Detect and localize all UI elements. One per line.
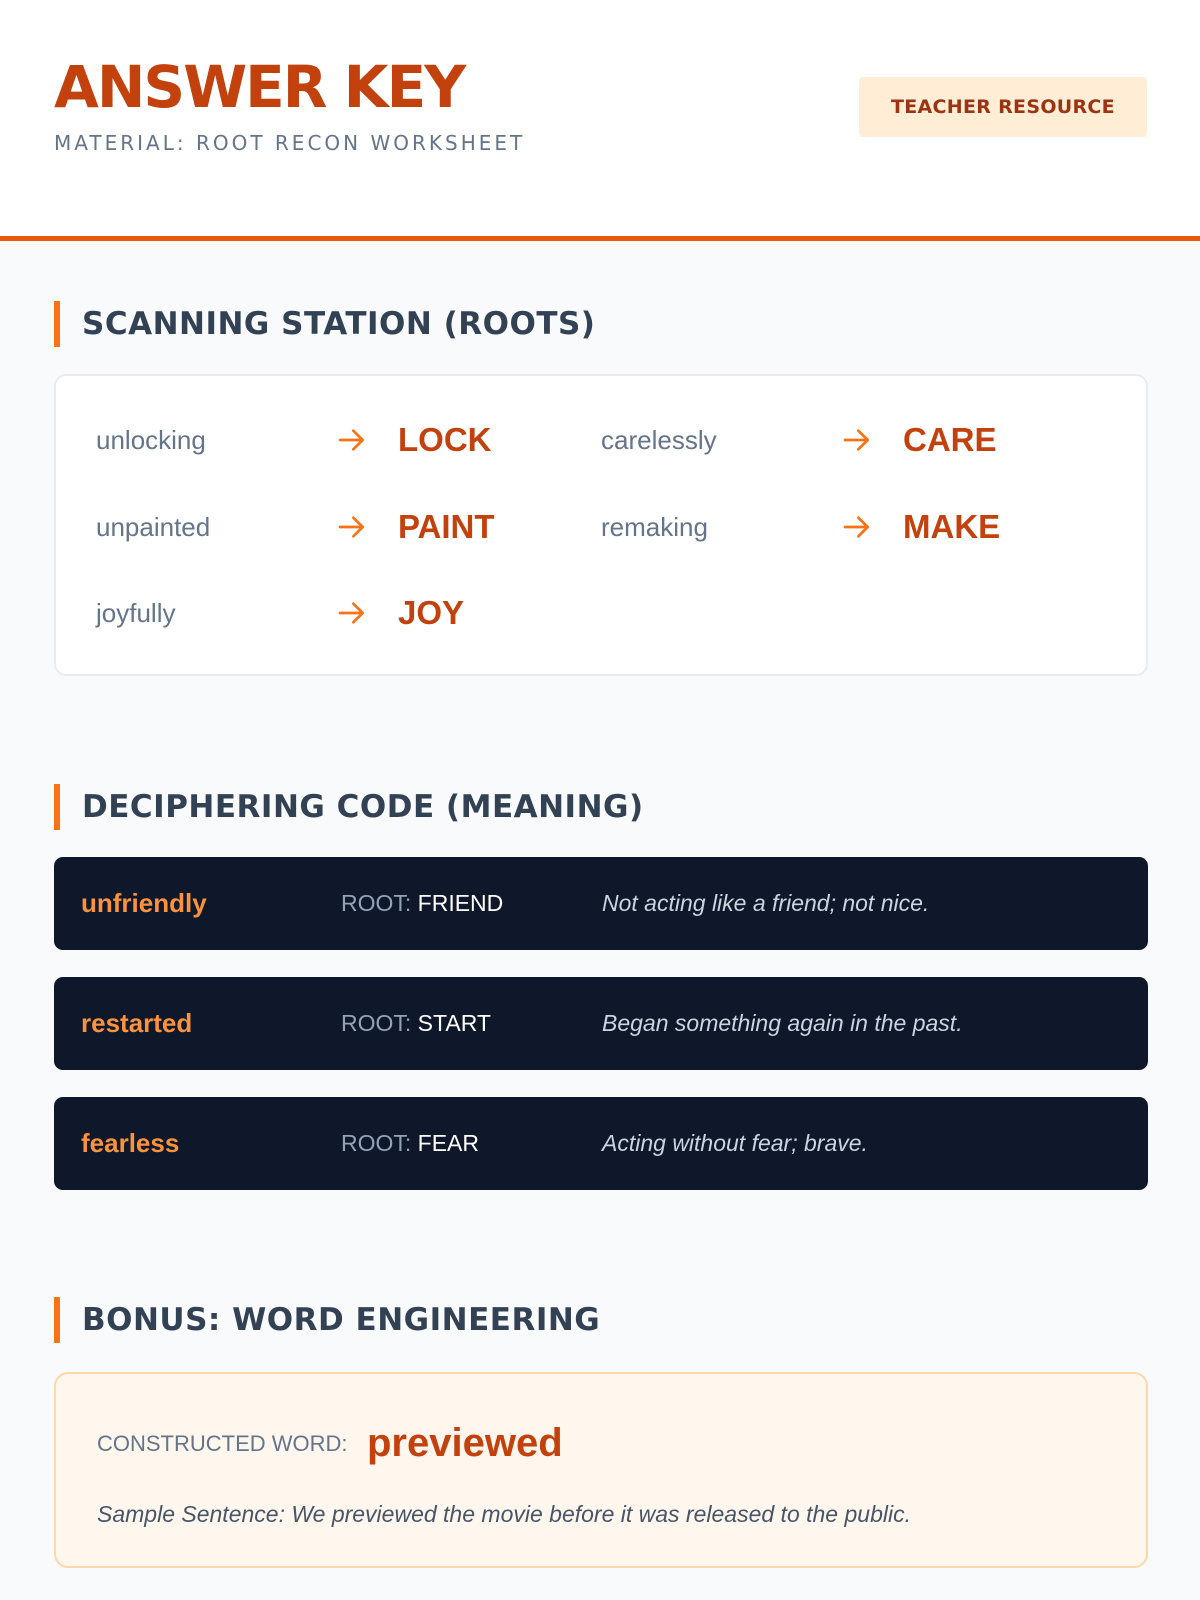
sample-sentence: Sample Sentence: We previewed the movie before it was released to the public. [97, 1500, 911, 1527]
arrow-right-icon [336, 511, 368, 543]
meaning-section-heading: DECIPHERING CODE (MEANING) [54, 784, 644, 830]
meaning-root [341, 857, 503, 950]
meaning-row [54, 1097, 1148, 1190]
root-source-word: carelessly [601, 424, 717, 455]
meaning-definition: Acting without fear; brave. [602, 1130, 868, 1156]
arrow-right-icon [336, 597, 368, 629]
root-value: FRIEND [417, 890, 504, 916]
arrow-right-icon [336, 424, 368, 456]
root-answer: JOY [398, 594, 465, 631]
page-header [0, 0, 1200, 241]
root-value: FEAR [417, 1130, 480, 1156]
root-label: ROOT: [341, 890, 412, 916]
page-title: ANSWER KEY [54, 53, 465, 121]
arrow-right-icon [841, 511, 873, 543]
meaning-row [54, 977, 1148, 1070]
root-source-word: unlocking [96, 424, 206, 455]
root-item [96, 415, 536, 465]
root-answer: PAINT [398, 508, 495, 545]
constructed-word-label: CONSTRUCTED WORD: [97, 1431, 348, 1456]
bonus-section-heading: BONUS: WORD ENGINEERING [54, 1297, 600, 1343]
root-value: START [417, 1010, 491, 1036]
meaning-word: restarted [81, 1008, 193, 1038]
root-source-word: unpainted [96, 511, 211, 542]
constructed-word: previewed [367, 1420, 563, 1465]
teacher-resource-badge: TEACHER RESOURCE [859, 77, 1147, 137]
root-item [96, 502, 536, 552]
meaning-root [341, 977, 491, 1070]
root-source-word: joyfully [96, 597, 176, 628]
meaning-row [54, 857, 1148, 950]
root-source-word: remaking [601, 511, 708, 542]
root-answer: CARE [903, 421, 997, 458]
root-label: ROOT: [341, 1130, 412, 1156]
root-item [96, 588, 536, 638]
meaning-word: fearless [81, 1128, 180, 1158]
bonus-card [54, 1372, 1148, 1568]
meaning-definition: Not acting like a friend; not nice. [602, 890, 930, 916]
meaning-root [341, 1097, 479, 1190]
root-answer: LOCK [398, 421, 492, 458]
page-subtitle: MATERIAL: ROOT RECON WORKSHEET [54, 131, 526, 155]
root-label: ROOT: [341, 1010, 412, 1036]
roots-card [54, 374, 1148, 676]
roots-section-heading: SCANNING STATION (ROOTS) [54, 301, 595, 347]
arrow-right-icon [841, 424, 873, 456]
root-item [601, 502, 1041, 552]
root-item [601, 415, 1041, 465]
root-answer: MAKE [903, 508, 1001, 545]
meaning-definition: Began something again in the past. [602, 1010, 963, 1036]
meaning-word: unfriendly [81, 888, 207, 918]
